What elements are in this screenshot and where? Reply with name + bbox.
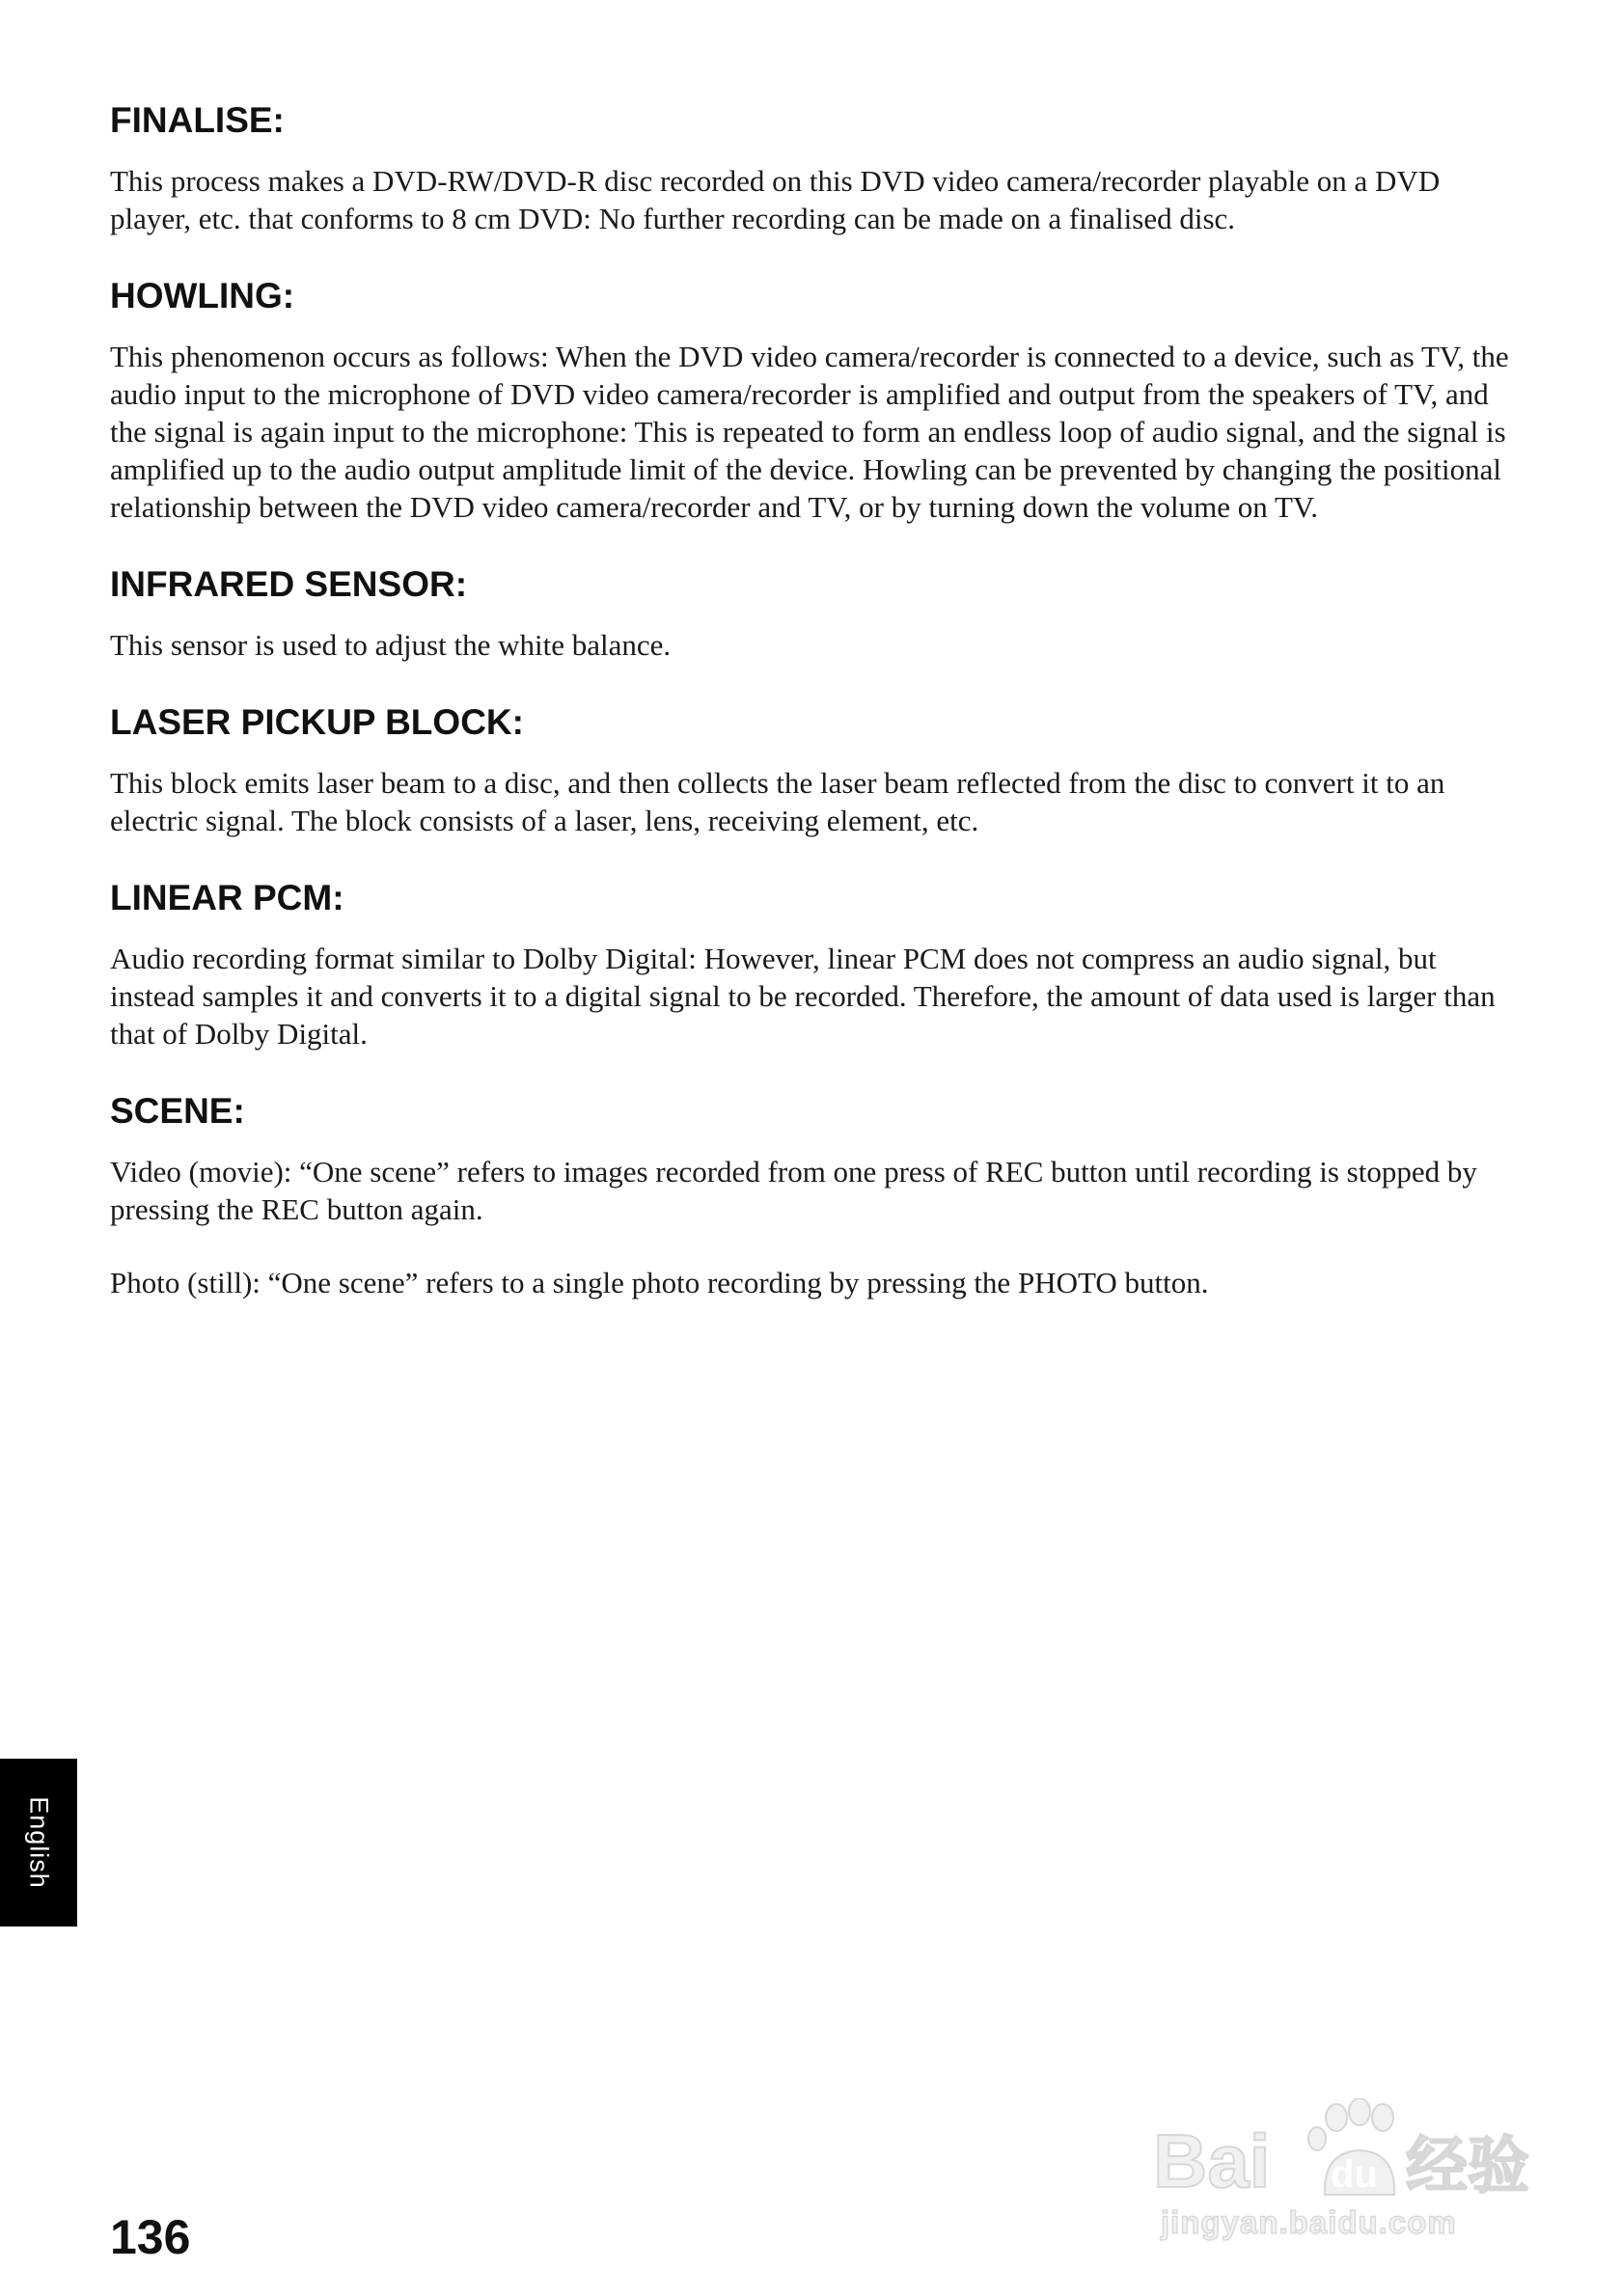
entry-description: This block emits laser beam to a disc, and then collects the laser beam reflected from the disc to convert it to an electric signal. The block consists of a laser, lens, receiving element, etc. bbox=[110, 766, 1445, 837]
glossary-entry-infrared-sensor bbox=[110, 562, 1509, 664]
entry-heading: SCENE: bbox=[110, 1091, 245, 1131]
language-tab-label: English bbox=[24, 1796, 54, 1889]
svg-text:经验: 经验 bbox=[1406, 2131, 1529, 2202]
glossary-entry-finalise bbox=[110, 98, 1509, 237]
entry-description: This process makes a DVD-RW/DVD-R disc recorded on this DVD video camera/recorder playable on a DVD player, etc. that conforms to 8 cm DVD: No further recording can be made on a finalised disc. bbox=[110, 164, 1441, 235]
baidu-paw-logo-icon bbox=[1153, 2098, 1539, 2204]
page-number: 136 bbox=[110, 2210, 191, 2264]
entry-heading: LINEAR PCM: bbox=[110, 878, 344, 917]
entry-heading: FINALISE: bbox=[110, 100, 285, 140]
entry-heading: HOWLING: bbox=[110, 276, 295, 315]
entry-description: Audio recording format similar to Dolby Digital: However, linear PCM does not compress an audio signal, but instead samples it and converts it to a digital signal to be recorded. Therefore, the amount of data used is larger than that of Dolby Digital. bbox=[110, 942, 1496, 1051]
entry-description: This sensor is used to adjust the white balance. bbox=[110, 628, 672, 662]
entry-description-video: Video (movie): “One scene” refers to images recorded from one press of REC button until recording is stopped by pressing the REC button again. bbox=[110, 1155, 1477, 1226]
entry-heading: LASER PICKUP BLOCK: bbox=[110, 702, 524, 742]
svg-text:Bai: Bai bbox=[1153, 2118, 1271, 2203]
glossary-content bbox=[110, 98, 1509, 1301]
glossary-entry-howling bbox=[110, 274, 1509, 526]
entry-description-photo: Photo (still): “One scene” refers to a single photo recording by pressing the PHOTO button. bbox=[110, 1266, 1209, 1299]
glossary-entry-laser-pickup-block bbox=[110, 700, 1509, 839]
entry-description: This phenomenon occurs as follows: When the DVD video camera/recorder is connected to a device, such as TV, the audio input to the microphone of DVD video camera/recorder is amplified and output from the speakers of TV, and the signal is again input to the microphone: This is repeated to form an endless loop of audio signal, and the signal is amplified up to the audio output amplitude limit of the device. Howling can be prevented by changing the positional relationship between the DVD video camera/recorder and TV, or by turning down the volume on TV. bbox=[110, 340, 1509, 524]
glossary-entry-scene bbox=[110, 1089, 1509, 1301]
watermark-url: jingyan.baidu.com bbox=[1161, 2204, 1457, 2240]
baidu-watermark bbox=[1153, 2069, 1539, 2253]
glossary-entry-linear-pcm bbox=[110, 876, 1509, 1052]
svg-text:du: du bbox=[1331, 2153, 1378, 2196]
language-tab bbox=[0, 1759, 77, 1927]
entry-heading: INFRARED SENSOR: bbox=[110, 564, 468, 604]
